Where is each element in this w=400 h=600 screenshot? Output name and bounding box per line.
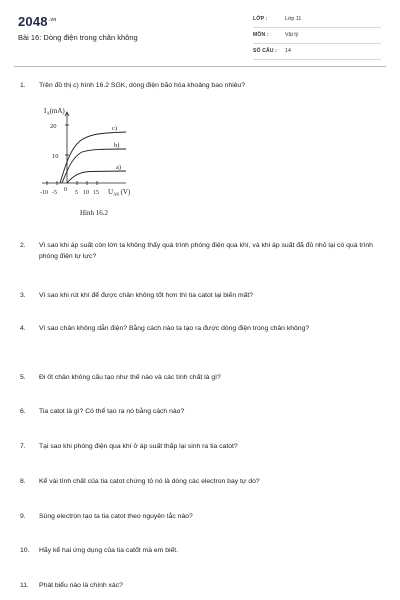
meta-value: Lớp 11 [285,16,302,22]
question-number: 6. [20,408,26,415]
question-number: 11. [20,582,29,589]
x-tick-label: 0 [64,187,67,193]
meta-label: LỚP : [253,16,268,22]
curve-label-c: c) [112,125,118,132]
meta-value: Vật lý [285,32,299,38]
curve-a [67,171,126,183]
x-tick-label: 10 [83,190,89,196]
meta-row-subject [253,30,381,44]
question-number: 4. [20,325,26,332]
question-number: 2. [20,242,26,249]
curve-c [60,132,126,183]
question-text: Hãy kể hai ứng dụng của tia catốt mà em biết. [39,547,179,554]
question-text: Vì sao chân không dẫn điện? Bằng cách nào ta tạo ra được dòng điện trong chân không? [39,325,310,332]
curve-label-a: a) [116,164,122,171]
logo-text: 2048 [18,14,48,29]
question-text: Phát biểu nào là chính xác? [39,582,123,589]
figure-16-2 [40,105,180,225]
y-axis-label: $I_A(mA)$ [44,107,65,116]
question-text: Tia catot là gì? Có thể tạo ra nó bằng cách nào? [39,408,185,415]
x-tick-label: -5 [52,190,57,196]
question-number: 7. [20,443,26,450]
question-number: 5. [20,374,26,381]
question-text: Súng electron tạo ta tia catot theo nguyên tắc nào? [39,513,193,520]
header-divider [14,66,386,67]
site-logo[interactable] [18,14,57,29]
x-tick-label: 15 [93,190,99,196]
x-axis-label: $U_{AK}(V)$ [108,188,131,197]
question-text: Vì sao khi áp suất còn lớn ta không thấy quá trình phóng điện qua khí, và khi áp suất đã đủ nhỏ lại có quá trình phóng điện tự lực? [39,242,373,260]
question-text: Trên đồ thị c) hình 16.2 SGK, dòng điện bão hòa khoảng bao nhiêu? [39,82,246,89]
lesson-title: Bài 16: Dòng điện trong chân không [18,33,138,42]
question-number: 3. [20,292,26,299]
x-tick-label: -10 [40,190,48,196]
question-number: 9. [20,513,26,520]
meta-label: MÔN : [253,32,269,38]
y-tick-label: 10 [52,153,59,160]
question-text: Đi ốt chân không cấu tạo như thế nào và các tính chất là gì? [39,374,221,381]
question-text: Kể vài tính chất của tia catot chứng tỏ nó là dòng các electron bay tự do? [39,478,260,485]
y-tick-label: 20 [50,123,57,130]
meta-value: 14 [285,48,291,54]
meta-row-question-count [253,46,381,60]
meta-panel [253,14,381,62]
curve-label-b: b) [114,142,120,149]
question-text: Tại sao khi phóng điện qua khí ở áp suất thấp lại sinh ra tia catot? [39,443,238,450]
meta-row-class [253,14,381,28]
question-text: Vì sao khi rút khí để được chân không tốt hơn thì tia catot lại biến mất? [39,292,254,299]
logo-suffix: .vn [48,17,57,23]
figure-caption: Hình 16.2 [80,209,108,217]
question-number: 10. [20,547,30,554]
question-number: 8. [20,478,26,485]
meta-label: SỐ CÂU : [253,48,278,54]
question-number: 1. [20,82,26,89]
x-tick-label: 5 [75,190,78,196]
